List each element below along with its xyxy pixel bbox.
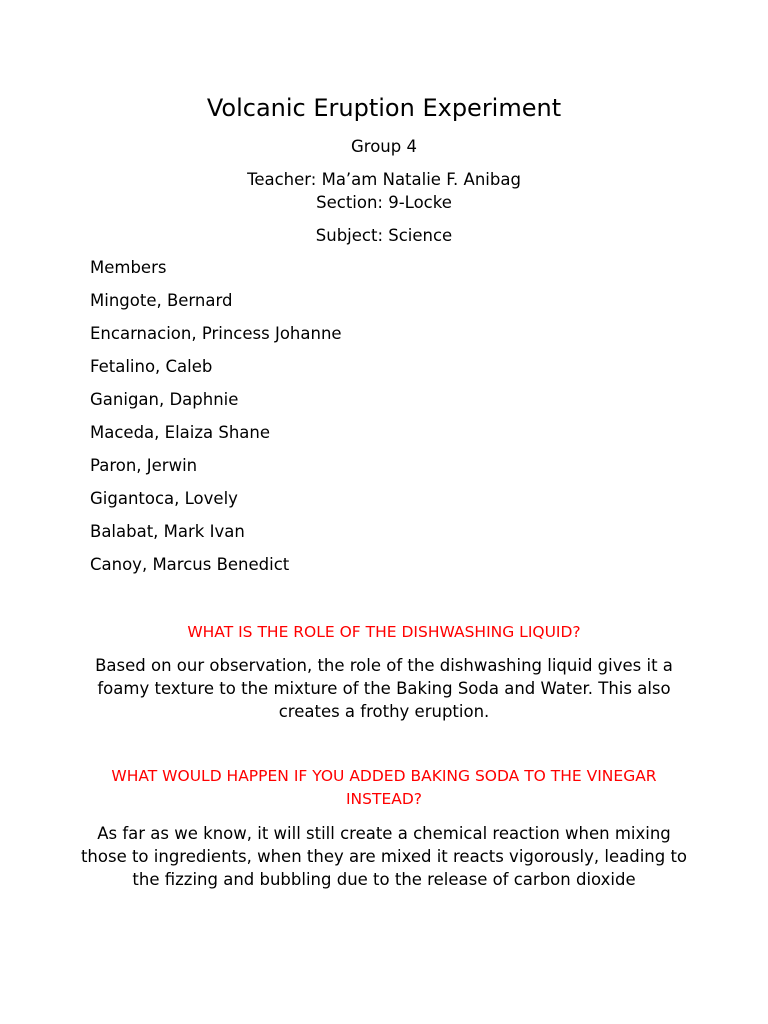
answer-paragraph: Based on our observation, the role of the dishwashing liquid gives it a foamy texture to the mixture of the Baking Soda and Water. This also creates a frothy eruption. — [95, 656, 673, 721]
member-item: Gigantoca, Lovely — [90, 489, 238, 508]
member-item: Paron, Jerwin — [90, 456, 198, 475]
question-heading: WHAT WOULD HAPPEN IF YOU ADDED BAKING SODA TO THE VINEGAR INSTEAD? — [111, 767, 657, 808]
member-item: Fetalino, Caleb — [90, 357, 213, 376]
member-item: Maceda, Elaiza Shane — [90, 423, 271, 442]
member-item: Balabat, Mark Ivan — [90, 522, 245, 541]
members-heading: Members — [90, 258, 167, 277]
group-label: Group 4 — [351, 137, 417, 156]
teacher-label: Teacher: Ma’am Natalie F. Anibag — [247, 170, 521, 189]
document-title: Volcanic Eruption Experiment — [206, 94, 562, 122]
member-item: Ganigan, Daphnie — [90, 390, 239, 409]
section-label: Section: 9-Locke — [316, 193, 452, 212]
members-list — [90, 256, 342, 586]
member-item: Mingote, Bernard — [90, 291, 233, 310]
member-item: Canoy, Marcus Benedict — [90, 555, 290, 574]
answer-paragraph: As far as we know, it will still create a chemical reaction when mixing those to ingredients, when they are mixed it reacts vigorously, leading to the fizzing and bubbling due to the release of carbon dioxide — [80, 824, 688, 889]
member-item: Encarnacion, Princess Johanne — [90, 324, 342, 343]
question-heading: WHAT IS THE ROLE OF THE DISHWASHING LIQUID? — [187, 623, 581, 641]
subject-label: Subject: Science — [315, 226, 453, 245]
